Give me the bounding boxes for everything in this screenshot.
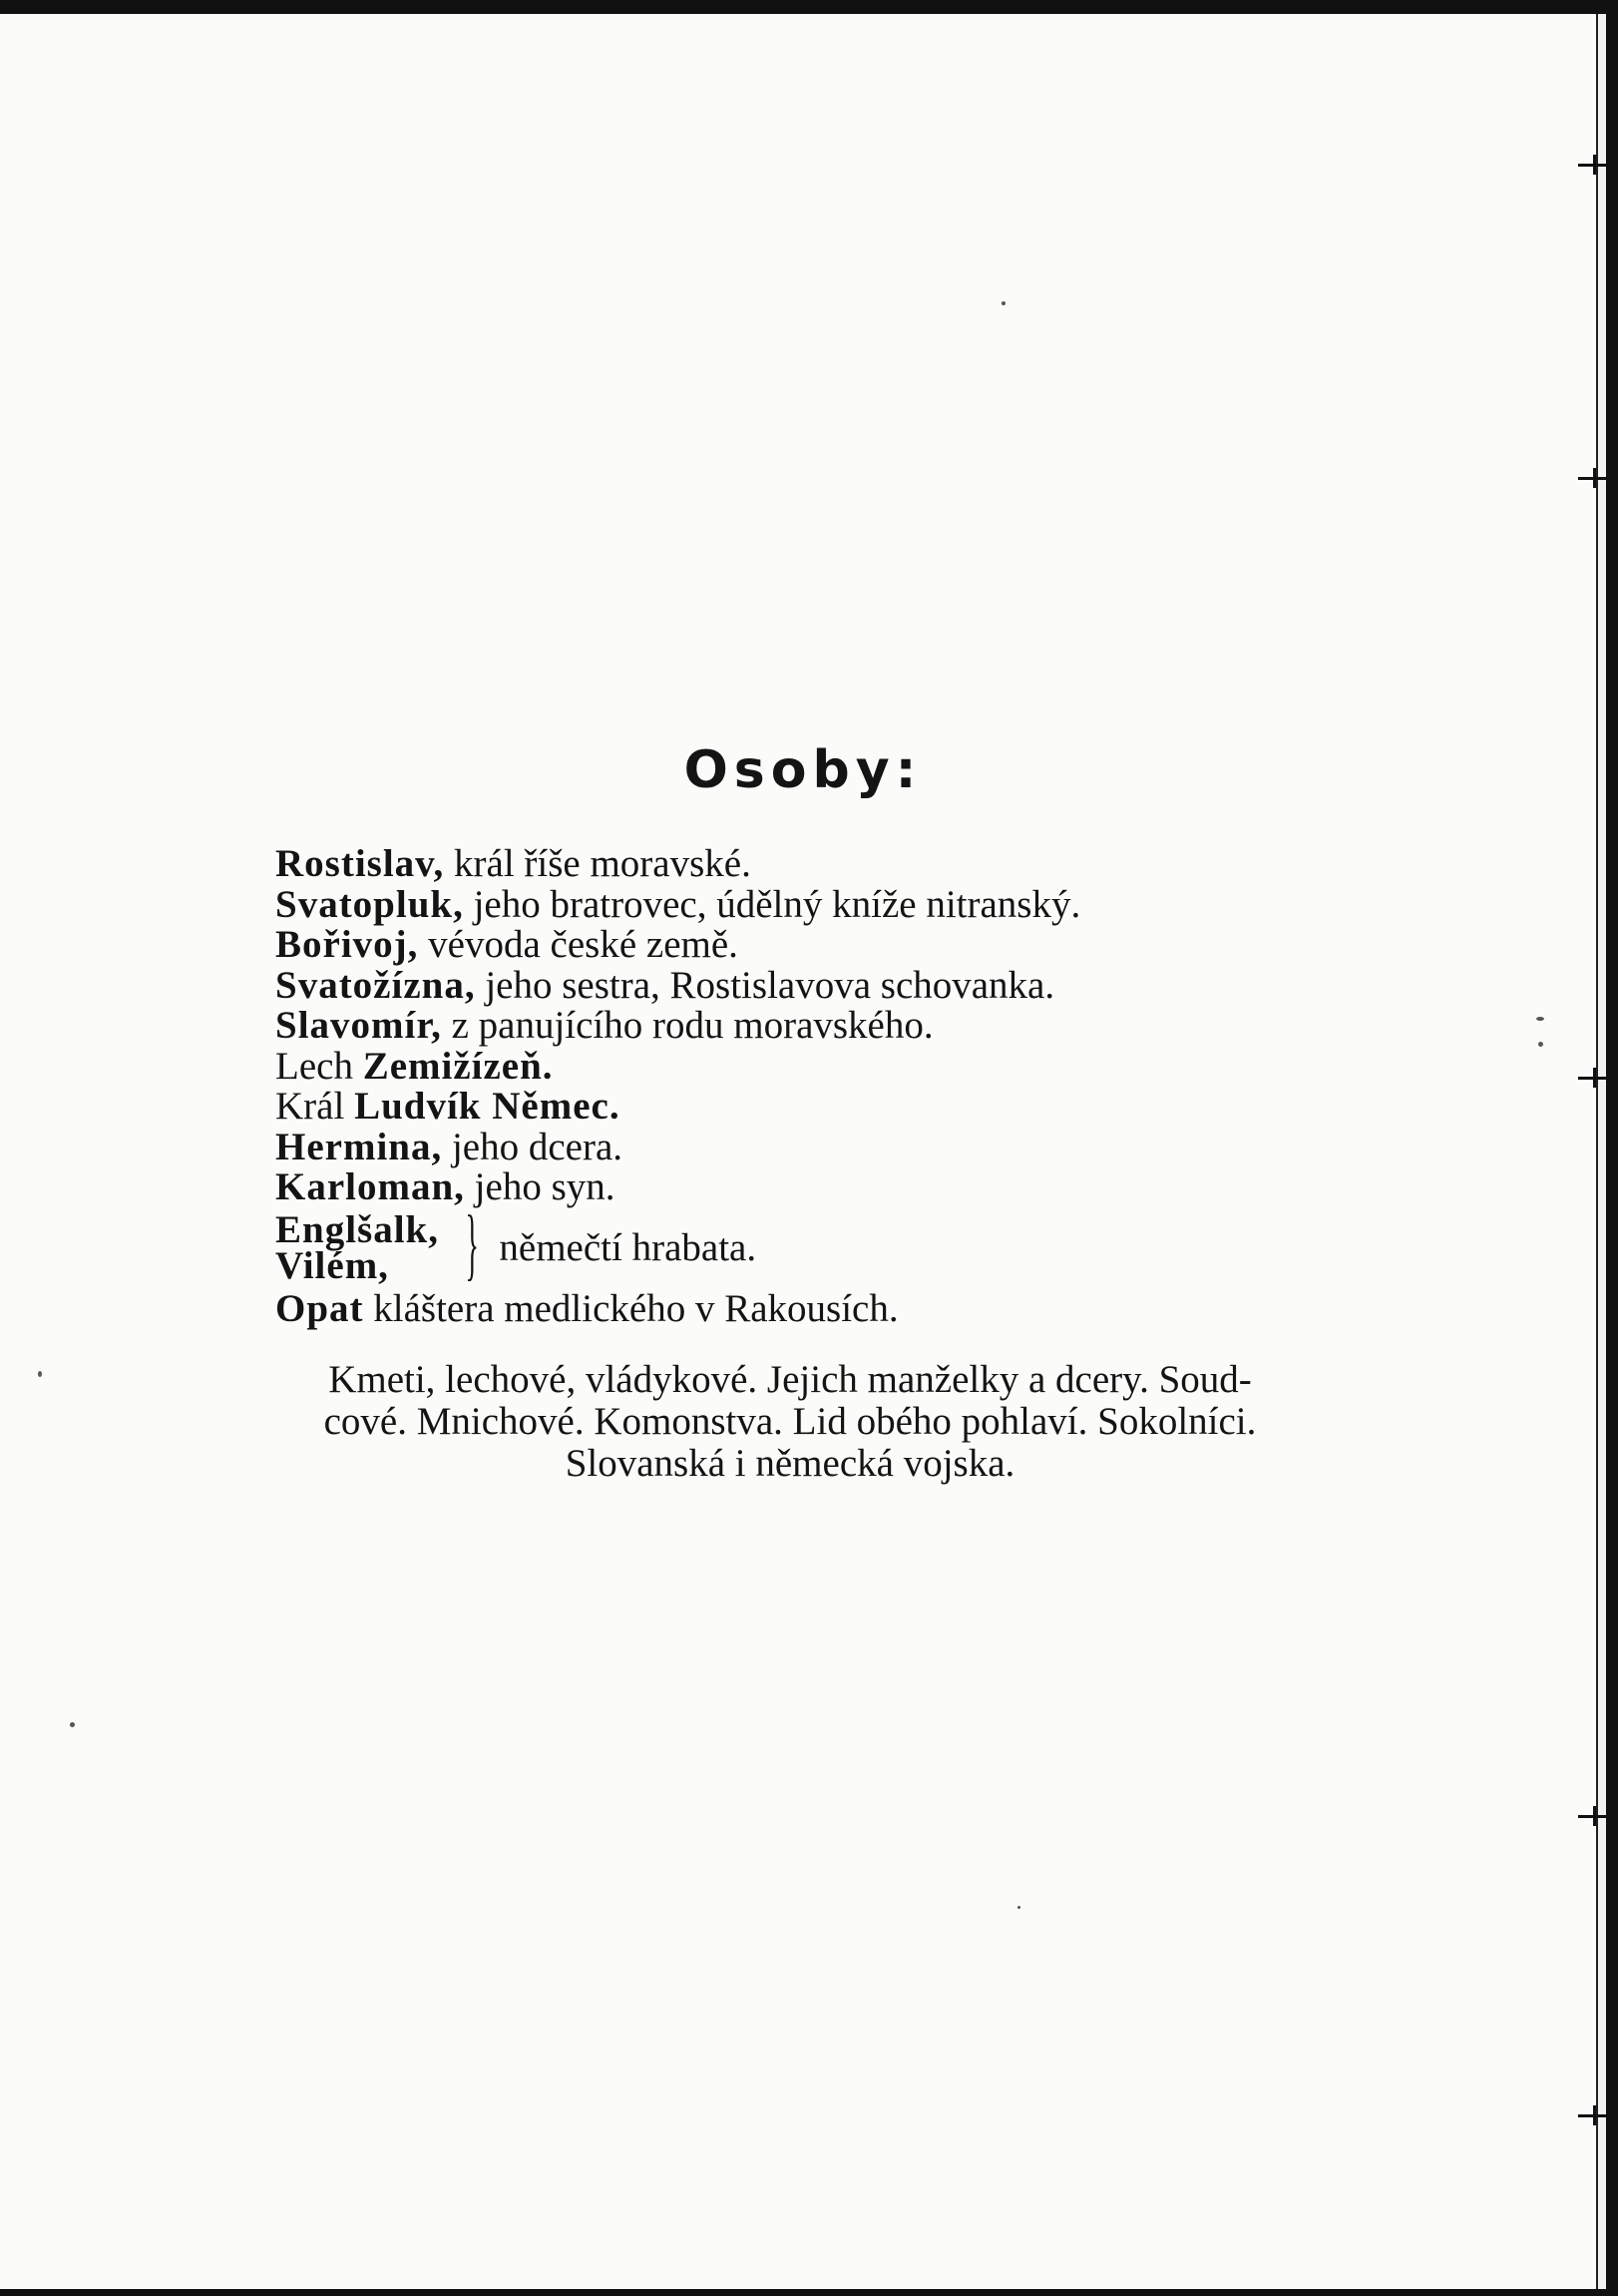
cast-list xyxy=(275,844,1080,1329)
character-description: jeho syn. xyxy=(474,1165,615,1208)
character-name: Zemižízeň. xyxy=(362,1044,554,1088)
paper-speck xyxy=(1002,301,1006,305)
extras-paragraph xyxy=(231,1359,1349,1485)
extras-line: cové. Mnichové. Komonstva. Lid obého pohlaví. Sokolníci. xyxy=(323,1400,1257,1443)
braced-names xyxy=(275,1208,439,1287)
character-description: král říše moravské. xyxy=(454,842,751,885)
curly-brace: } xyxy=(465,1200,479,1288)
paper-speck xyxy=(1536,1017,1544,1021)
cast-entry xyxy=(275,1125,1080,1168)
character-title: Lech xyxy=(275,1044,353,1088)
edge-tick xyxy=(1578,1815,1606,1818)
character-name: Englšalk, xyxy=(275,1208,439,1251)
edge-tick xyxy=(1578,1077,1606,1080)
character-name: Slavomír, xyxy=(275,1004,442,1047)
cast-entry xyxy=(275,1167,1080,1208)
character-name: Ludvík Němec. xyxy=(354,1085,620,1128)
character-description: z panujícího rodu moravského. xyxy=(451,1004,934,1047)
page-edge xyxy=(1596,14,1606,2289)
cast-entry xyxy=(275,963,1080,1007)
character-name: Rostislav, xyxy=(275,842,445,885)
book-page xyxy=(0,14,1606,2289)
paper-speck xyxy=(70,1722,75,1727)
edge-tick xyxy=(1578,2114,1606,2117)
character-title: Král xyxy=(275,1085,345,1128)
page-heading: Osoby: xyxy=(683,740,923,800)
cast-entry xyxy=(275,844,1080,885)
character-name: Karloman, xyxy=(275,1165,465,1208)
extras-line: Slovanská i německá vojska. xyxy=(565,1442,1015,1485)
character-description: němečtí hrabata. xyxy=(499,1225,757,1269)
cast-entry xyxy=(275,1044,1080,1088)
character-description: kláštera medlického v Rakousích. xyxy=(373,1286,899,1330)
paper-speck xyxy=(1538,1042,1543,1047)
character-name: Bořivoj, xyxy=(275,923,419,966)
character-name: Vilém, xyxy=(275,1244,389,1287)
character-description: vévoda české země. xyxy=(428,923,738,966)
character-description: jeho sestra, Rostislavova schovanka. xyxy=(485,963,1055,1007)
character-name: Svatopluk, xyxy=(275,882,464,926)
cast-entry xyxy=(275,1087,1080,1128)
character-description: jeho bratrovec, údělný kníže nitranský. xyxy=(473,882,1081,926)
character-name: Hermina, xyxy=(275,1125,443,1168)
paper-speck xyxy=(38,1371,42,1377)
cast-entry xyxy=(275,882,1081,926)
cast-entry-braced xyxy=(275,1200,1080,1289)
cast-entry xyxy=(275,925,1080,966)
cast-entry xyxy=(275,1006,1080,1047)
cast-entry xyxy=(275,1286,1080,1330)
edge-tick xyxy=(1578,477,1606,480)
character-name: Svatožízna, xyxy=(275,963,476,1007)
character-name: Opat xyxy=(275,1286,364,1330)
character-description: jeho dcera. xyxy=(451,1125,623,1168)
paper-speck xyxy=(1017,1906,1020,1909)
extras-line: Kmeti, lechové, vládykové. Jejich manželky a dcery. Soud- xyxy=(328,1358,1252,1401)
edge-tick xyxy=(1578,164,1606,167)
